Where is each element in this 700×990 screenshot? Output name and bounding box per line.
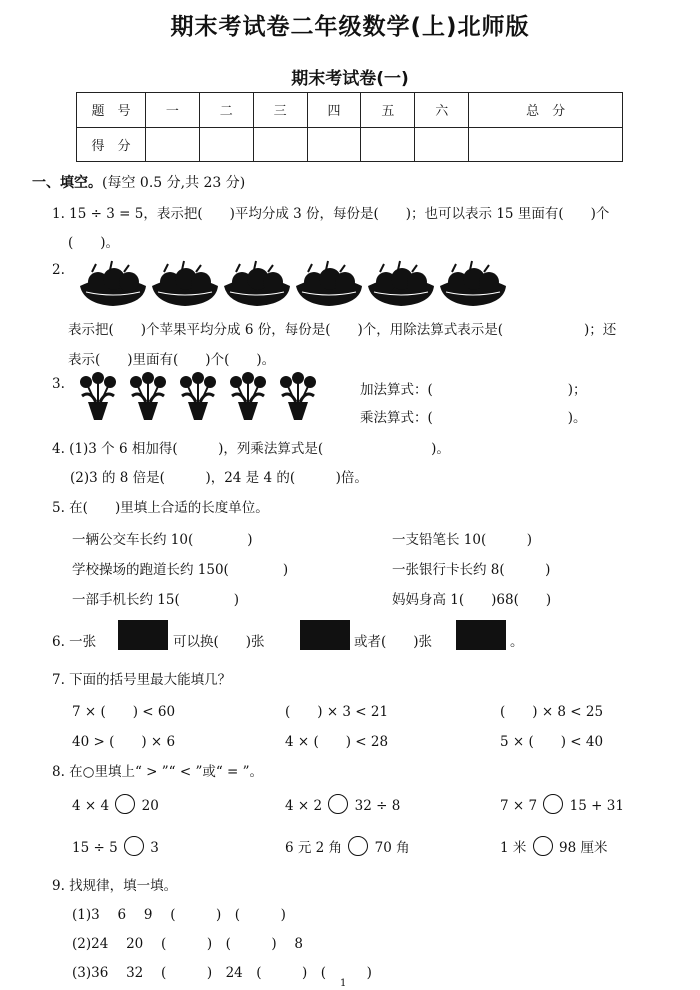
q8-left-expr: 4 × 2 <box>285 798 323 814</box>
compare-circle-icon[interactable] <box>348 836 368 856</box>
q2-line2: 表示( )里面有( )个( )。 <box>68 352 276 368</box>
score-table-header-row <box>77 93 623 128</box>
score-row-label: 得 分 <box>77 127 146 162</box>
q9-sequence: (1)3 6 9 ( ) ( ) <box>72 907 286 923</box>
apple-baskets-picture <box>78 258 518 310</box>
q6-part: 或者( )张 <box>354 634 433 650</box>
compare-circle-icon[interactable] <box>124 836 144 856</box>
q2-number: 2. <box>52 262 65 278</box>
q7-item: 7 × ( ) < 60 <box>72 704 176 720</box>
section-score-note: (每空 0.5 分,共 23 分) <box>102 175 246 191</box>
q7-item: ( ) × 8 < 25 <box>500 704 604 720</box>
q8-right-expr: 32 ÷ 8 <box>354 798 401 814</box>
q8-left-expr: 6 元 2 角 <box>285 840 343 856</box>
score-cell[interactable] <box>253 127 307 162</box>
q9-sequence: (2)24 20 ( ) ( ) 8 <box>72 936 304 952</box>
q7-item: ( ) × 3 < 21 <box>285 704 389 720</box>
q8-left-expr: 4 × 4 <box>72 798 110 814</box>
q5-item: 学校操场的跑道长约 150( ) <box>72 562 289 578</box>
section-heading <box>32 172 245 192</box>
q1-line2: ( )。 <box>68 235 120 251</box>
q8-left-expr: 7 × 7 <box>500 798 538 814</box>
q5-title: 5. 在( )里填上合适的长度单位。 <box>52 500 269 516</box>
q9-sequence: (3)36 32 ( ) 24 ( ) ( ) <box>72 965 372 981</box>
banknote-image <box>300 620 350 650</box>
score-header-cell: 题 号 <box>77 93 146 128</box>
q8-right-expr: 3 <box>150 840 159 856</box>
score-header-cell: 总 分 <box>469 93 623 128</box>
q2-line1: 表示把( )个苹果平均分成 6 份，每份是( )个，用除法算式表示是( )；还 <box>68 322 617 338</box>
score-table-score-row <box>77 127 623 162</box>
q3-multiplication: 乘法算式：( )。 <box>360 410 587 426</box>
score-header-cell: 六 <box>415 93 469 128</box>
compare-circle-icon[interactable] <box>328 794 348 814</box>
exam-subtitle: 期末考试卷(一) <box>291 69 409 89</box>
score-header-cell: 五 <box>361 93 415 128</box>
score-header-cell: 一 <box>146 93 200 128</box>
q7-item: 40 > ( ) × 6 <box>72 734 176 750</box>
q6-part: 6. 一张 <box>52 634 97 650</box>
score-header-cell: 三 <box>253 93 307 128</box>
q8-item <box>285 836 410 856</box>
q8-right-expr: 98 厘米 <box>558 840 608 856</box>
q8-title: 8. 在○里填上“ > ”“ < ”或“ = ”。 <box>52 764 264 780</box>
banknote-image <box>118 620 168 650</box>
score-cell[interactable] <box>307 127 361 162</box>
q8-item <box>500 836 607 856</box>
score-table <box>76 92 623 162</box>
q8-right-expr: 15 + 31 <box>569 798 624 814</box>
q5-item: 妈妈身高 1( )68( ) <box>392 592 552 608</box>
q8-left-expr: 15 ÷ 5 <box>72 840 118 856</box>
q8-item <box>72 794 159 814</box>
page-title: 期末考试卷二年级数学(上)北师版 <box>170 14 530 40</box>
q7-item: 4 × ( ) < 28 <box>285 734 389 750</box>
compare-circle-icon[interactable] <box>543 794 563 814</box>
q4-line2: (2)3 的 8 倍是( )，24 是 4 的( )倍。 <box>70 470 368 486</box>
compare-circle-icon[interactable] <box>115 794 135 814</box>
q8-right-expr: 20 <box>141 798 159 814</box>
flower-bunches-picture <box>76 372 326 422</box>
banknote-image <box>456 620 506 650</box>
q3-addition: 加法算式：( )； <box>360 382 587 398</box>
page-number: 1 <box>340 978 347 989</box>
q8-left-expr: 1 米 <box>500 840 527 856</box>
q9-title: 9. 找规律，填一填。 <box>52 878 178 894</box>
q1-line1: 1. 15 ÷ 3 = 5，表示把( )平均分成 3 份，每份是( )；也可以表示 15 里面有( )个 <box>52 206 610 222</box>
q6-part: 。 <box>510 634 524 650</box>
q8-right-expr: 70 角 <box>374 840 410 856</box>
q5-item: 一支铅笔长 10( ) <box>392 532 533 548</box>
q7-item: 5 × ( ) < 40 <box>500 734 604 750</box>
q8-item <box>500 794 624 814</box>
score-cell[interactable] <box>146 127 200 162</box>
q8-item <box>285 794 400 814</box>
q5-item: 一张银行卡长约 8( ) <box>392 562 551 578</box>
score-cell[interactable] <box>415 127 469 162</box>
q5-item: 一辆公交车长约 10( ) <box>72 532 253 548</box>
score-header-cell: 四 <box>307 93 361 128</box>
score-cell[interactable] <box>199 127 253 162</box>
score-header-cell: 二 <box>199 93 253 128</box>
section-heading-text: 一、填空。 <box>32 175 102 191</box>
score-cell[interactable] <box>469 127 623 162</box>
q3-number: 3. <box>52 376 65 392</box>
q7-title: 7. 下面的括号里最大能填几？ <box>52 672 232 688</box>
q6-part: 可以换( )张 <box>173 634 265 650</box>
q5-item: 一部手机长约 15( ) <box>72 592 240 608</box>
q4-line1: 4. (1)3 个 6 相加得( )，列乘法算式是( )。 <box>52 441 450 457</box>
q8-item <box>72 836 159 856</box>
compare-circle-icon[interactable] <box>533 836 553 856</box>
score-cell[interactable] <box>361 127 415 162</box>
